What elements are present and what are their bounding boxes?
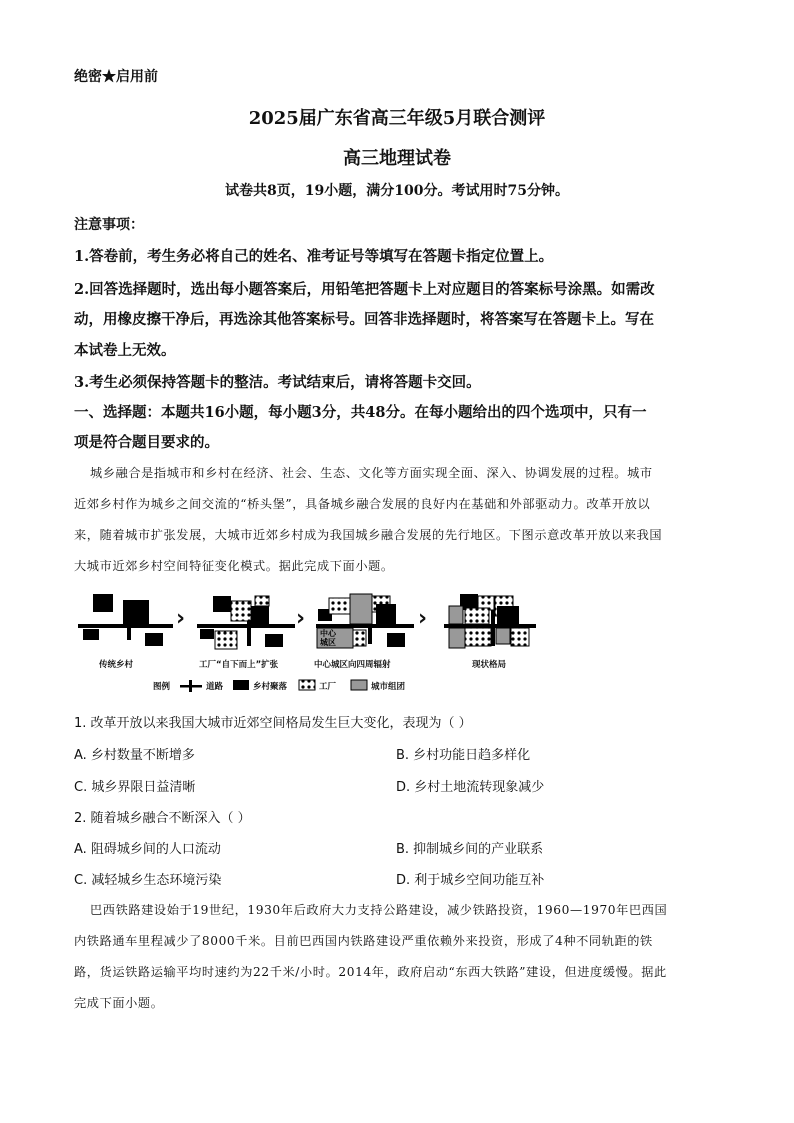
- section-heading: 一、选择题：本题共16小题，每小题3分，共48分。在每小题给出的四个选项中，只有一: [74, 404, 647, 421]
- village-block: [145, 633, 163, 646]
- stage-caption: 工厂“自下而上”扩张: [199, 660, 279, 670]
- question-stem: 1. 改革开放以来我国大城市近郊空间格局发生巨大变化，表现为（ ）: [74, 716, 472, 731]
- city-block: [496, 628, 510, 644]
- legend-label: 道路: [206, 682, 224, 692]
- stage-caption: 中心城区向四周辐射: [314, 660, 391, 670]
- chevron-right-icon: ›: [176, 606, 186, 631]
- central-city-label: 中心: [320, 629, 336, 638]
- road: [444, 624, 536, 628]
- stage-caption: 传统乡村: [99, 660, 134, 670]
- factory-block: [215, 631, 237, 649]
- section-heading-cont: 项是符合题目要求的。: [74, 434, 219, 451]
- passage-line: 大城市近郊乡村空间特征变化模式。据此完成下面小题。: [74, 559, 394, 573]
- notice-item: 3.考生必须保持答题卡的整洁。考试结束后，请将答题卡交回。: [74, 374, 481, 391]
- notice-item: 2.回答选择题时，选出每小题答案后，用铅笔把答题卡上对应题目的答案标号涂黑。如需改: [74, 281, 655, 298]
- village-block: [251, 606, 269, 624]
- option-d[interactable]: D. 乡村土地流转现象减少: [396, 780, 545, 795]
- factory-block: [465, 628, 491, 646]
- question-stem: 2. 随着城乡融合不断深入（ ）: [74, 811, 251, 826]
- notice-heading: 注意事项：: [74, 217, 144, 233]
- passage-line: 来，随着城市扩张发展，大城市近郊乡村成为我国城乡融合发展的先行地区。下图示意改革开放以来我国: [74, 528, 663, 542]
- village-block: [200, 629, 214, 639]
- factory-block: [511, 628, 529, 646]
- option-a[interactable]: A. 乡村数量不断增多: [74, 748, 195, 763]
- village-block: [83, 629, 99, 640]
- chevron-right-icon: ›: [296, 606, 306, 631]
- option-a[interactable]: A. 阻碍城乡间的人口流动: [74, 842, 221, 857]
- notice-item: 本试卷上无效。: [74, 342, 176, 359]
- passage-line: 内铁路通车里程减少了8000千米。目前巴西国内铁路建设严重依赖外来投资，形成了4种不同轨距的铁: [74, 934, 653, 948]
- village-block: [376, 604, 396, 624]
- village-block: [93, 594, 113, 612]
- passage-line: 城乡融合是指城市和乡村在经济、社会、生态、文化等方面实现全面、深入、协调发展的过程。城市: [90, 466, 653, 480]
- passage-line: 巴西铁路建设始于19世纪，1930年后政府大力支持公路建设，减少铁路投资，1960—1970年巴西国: [90, 903, 668, 917]
- exam-meta: 试卷共8页，19小题，满分100分。考试用时75分钟。: [225, 183, 569, 199]
- road: [197, 624, 295, 628]
- notice-item: 动，用橡皮擦干净后，再选涂其他答案标号。回答非选择题时，将答案写在答题卡上。写在: [74, 311, 654, 328]
- stage-caption: 现状格局: [472, 660, 507, 670]
- exam-subtitle: 高三地理试卷: [343, 148, 451, 169]
- factory-block: [329, 598, 351, 614]
- city-block: [449, 628, 465, 648]
- road: [78, 624, 173, 628]
- secret-mark: 绝密★启用前: [74, 69, 158, 85]
- factory-block: [255, 596, 269, 606]
- notice-item: 1.答卷前，考生务必将自己的姓名、准考证号等填写在答题卡指定位置上。: [74, 248, 554, 265]
- option-b[interactable]: B. 乡村功能日趋多样化: [396, 748, 531, 763]
- village-block: [497, 606, 519, 624]
- panel-current-pattern: [444, 594, 536, 648]
- legend-title: 图例: [153, 682, 171, 692]
- city-block: [449, 606, 463, 624]
- passage-line: 近郊乡村作为城乡之间交流的“桥头堡”，具备城乡融合发展的良好内在基础和外部驱动力。改革开放以: [74, 497, 651, 511]
- option-c[interactable]: C. 减轻城乡生态环境污染: [74, 873, 222, 888]
- legend-label: 乡村聚落: [253, 682, 288, 692]
- legend-city-symbol: [351, 680, 367, 690]
- option-c[interactable]: C. 城乡界限日益清晰: [74, 780, 196, 795]
- factory-block: [465, 608, 489, 624]
- village-block: [123, 600, 149, 624]
- village-block: [213, 596, 231, 612]
- legend-label: 工厂: [319, 682, 337, 692]
- village-block: [387, 633, 405, 647]
- village-block: [265, 634, 283, 647]
- road: [316, 624, 414, 628]
- panel-factory-expansion: [197, 596, 295, 649]
- passage-line: 完成下面小题。: [74, 996, 164, 1010]
- legend-village-symbol: [233, 680, 249, 690]
- exam-title: 2025届广东省高三年级5月联合测评: [248, 108, 546, 129]
- legend-label: 城市组团: [371, 682, 406, 692]
- passage-line: 路，货运铁路运输平均时速约为22千米/小时。2014年，政府启动“东西大铁路”建设，但进度缓慢。据此: [74, 965, 667, 979]
- option-d[interactable]: D. 利于城乡空间功能互补: [396, 873, 545, 888]
- option-b[interactable]: B. 抑制城乡间的产业联系: [396, 842, 544, 857]
- legend-factory-symbol: [299, 680, 315, 690]
- central-city-label: 城区: [320, 638, 336, 647]
- factory-block: [353, 630, 366, 646]
- panel-traditional-village: [78, 594, 173, 646]
- factory-block: [231, 601, 251, 621]
- chevron-right-icon: ›: [418, 606, 428, 631]
- city-block: [350, 594, 372, 624]
